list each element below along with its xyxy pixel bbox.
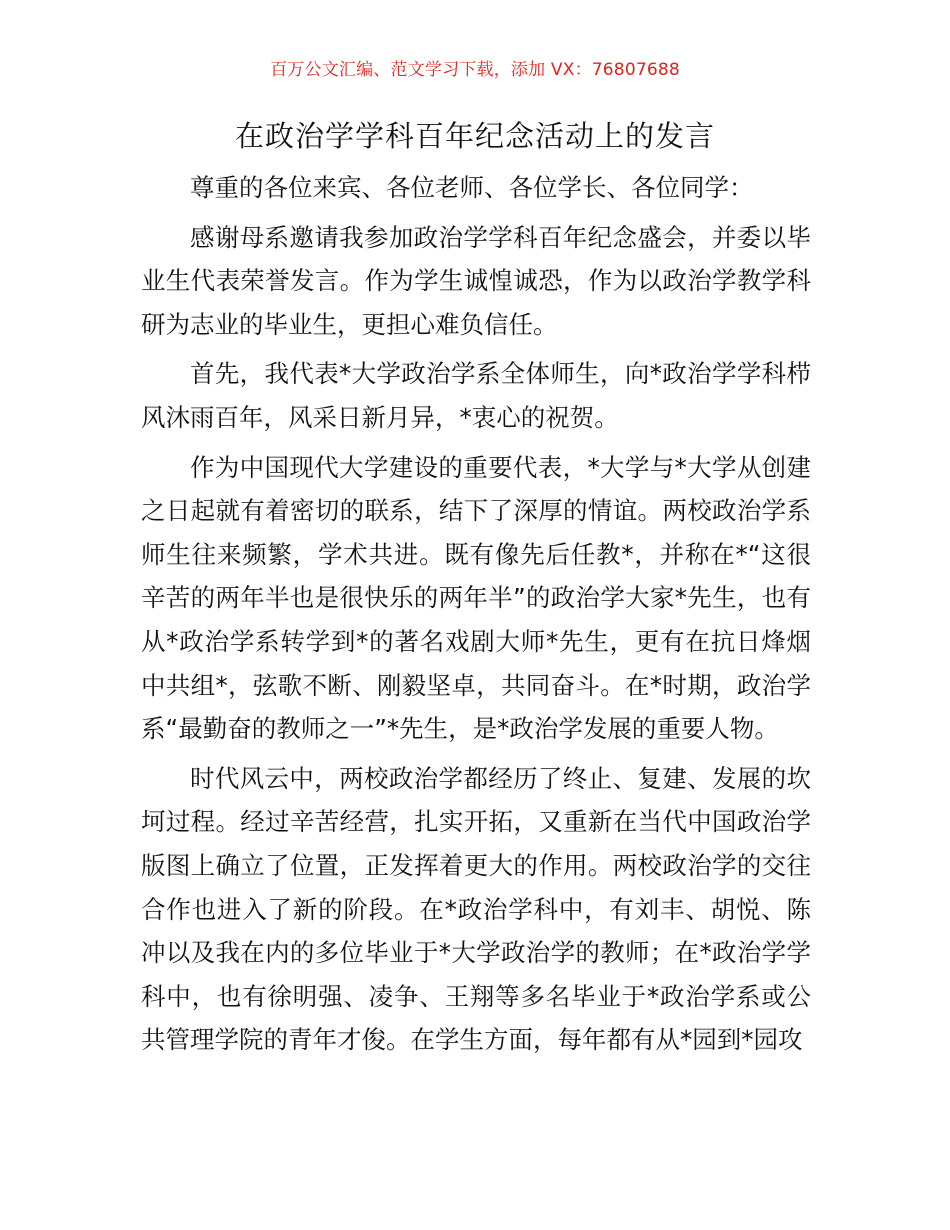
document-title: 在政治学学科百年纪念活动上的发言	[234, 119, 715, 153]
paragraph: 时代风云中，两校政治学都经历了终止、复建、发展的坎坷过程。经过辛苦经营，扎实开拓，又重新在当代中国政治学版图上确立了位置，正发挥着更大的作用。两校政治学的交往合作也进入了新的阶段。在*政治学科中，有刘丰、胡悦、陈冲以及我在内的多位毕业于*大学政治学的教师；在*政治学学科中，也有徐明强、凌争、王翔等多名毕业于*政治学系或公共管理学院的青年才俊。在学生方面，每年都有从*园到*园攻	[141, 763, 811, 1055]
paragraph: 作为中国现代大学建设的重要代表，*大学与*大学从创建之日起就有着密切的联系，结下了深厚的情谊。两校政治学系师生往来频繁，学术共进。既有像先后任教*，并称在*“这很辛苦的两年半也是很快乐的两年半”的政治学大家*先生，也有从*政治学系转学到*的著名戏剧大师*先生，更有在抗日烽烟中共组*，弦歌不断、刚毅坚卓，共同奋斗。在*时期，政治学系“最勤奋的教师之一”*先生，是*政治学发展的重要人物。	[141, 452, 811, 744]
header-note: 百万公文汇编、范文学习下载，添加 VX：76807688	[270, 60, 680, 80]
document-body	[141, 166, 811, 1064]
paragraph-salutation: 尊重的各位来宾、各位老师、各位学长、各位同学：	[190, 173, 754, 202]
paragraph: 首先，我代表*大学政治学系全体师生，向*政治学学科栉风沐雨百年，风采日新月异，*衷心的祝贺。	[141, 359, 811, 432]
paragraph: 感谢母系邀请我参加政治学学科百年纪念盛会，并委以毕业生代表荣誉发言。作为学生诚惶诚恐，作为以政治学教学科研为志业的毕业生，更担心难负信任。	[141, 222, 811, 339]
